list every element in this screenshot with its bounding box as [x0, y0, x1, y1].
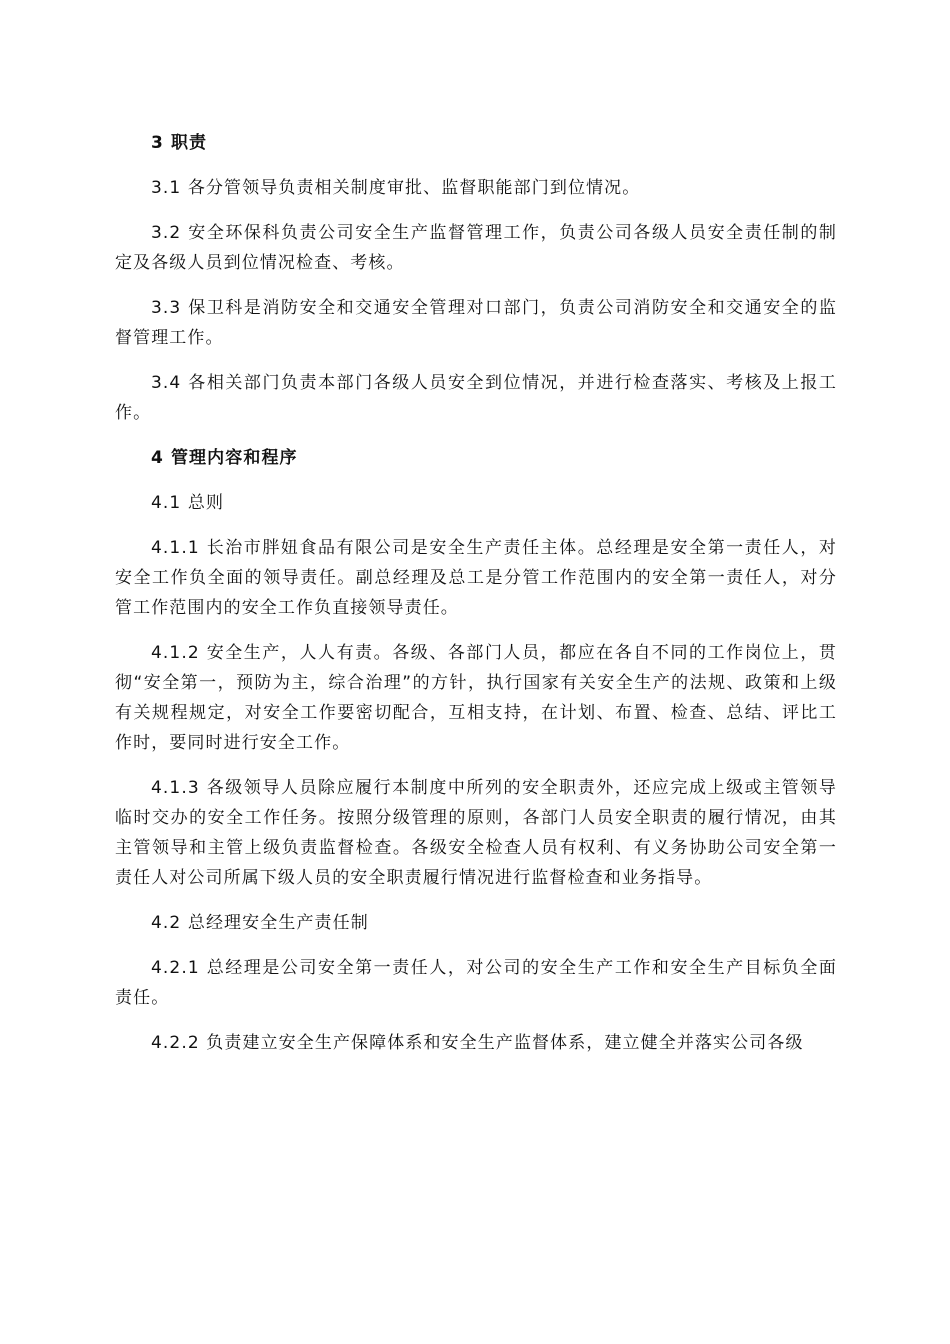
clause-3-1: 3.1 各分管领导负责相关制度审批、监督职能部门到位情况。	[151, 178, 641, 198]
section-heading-3: 3 职责	[151, 133, 208, 153]
clause-3-2: 3.2 安全环保科负责公司安全生产监督管理工作，负责公司各级人员安全责任制的制定及各级人员到位情况检查、考核。	[115, 223, 837, 273]
section-heading-4: 4 管理内容和程序	[151, 448, 298, 468]
clause-4-2-1: 4.2.1 总经理是公司安全第一责任人，对公司的安全生产工作和安全生产目标负全面责任。	[115, 958, 837, 1008]
clause-3-3: 3.3 保卫科是消防安全和交通安全管理对口部门，负责公司消防安全和交通安全的监督管理工作。	[115, 298, 837, 348]
subsection-4-2: 4.2 总经理安全生产责任制	[151, 913, 369, 933]
clause-4-1-2: 4.1.2 安全生产，人人有责。各级、各部门人员，都应在各自不同的工作岗位上，贯彻“安全第一，预防为主，综合治理”的方针，执行国家有关安全生产的法规、政策和上级有关规程规定，对安全工作要密切配合，互相支持，在计划、布置、检查、总结、评比工作时，要同时进行安全工作。	[115, 643, 837, 753]
clause-3-4: 3.4 各相关部门负责本部门各级人员安全到位情况，并进行检查落实、考核及上报工作。	[115, 373, 837, 423]
document-body	[115, 128, 837, 1058]
subsection-4-1: 4.1 总则	[151, 493, 225, 513]
clause-4-1-1: 4.1.1 长治市胖妞食品有限公司是安全生产责任主体。总经理是安全第一责任人，对安全工作负全面的领导责任。副总经理及总工是分管工作范围内的安全第一责任人，对分管工作范围内的安全工作负直接领导责任。	[115, 538, 837, 618]
clause-4-2-2: 4.2.2 负责建立安全生产保障体系和安全生产监督体系，建立健全并落实公司各级	[151, 1033, 804, 1053]
clause-4-1-3: 4.1.3 各级领导人员除应履行本制度中所列的安全职责外，还应完成上级或主管领导临时交办的安全工作任务。按照分级管理的原则，各部门人员安全职责的履行情况，由其主管领导和主管上级负责监督检查。各级安全检查人员有权利、有义务协助公司安全第一责任人对公司所属下级人员的安全职责履行情况进行监督检查和业务指导。	[115, 778, 837, 888]
